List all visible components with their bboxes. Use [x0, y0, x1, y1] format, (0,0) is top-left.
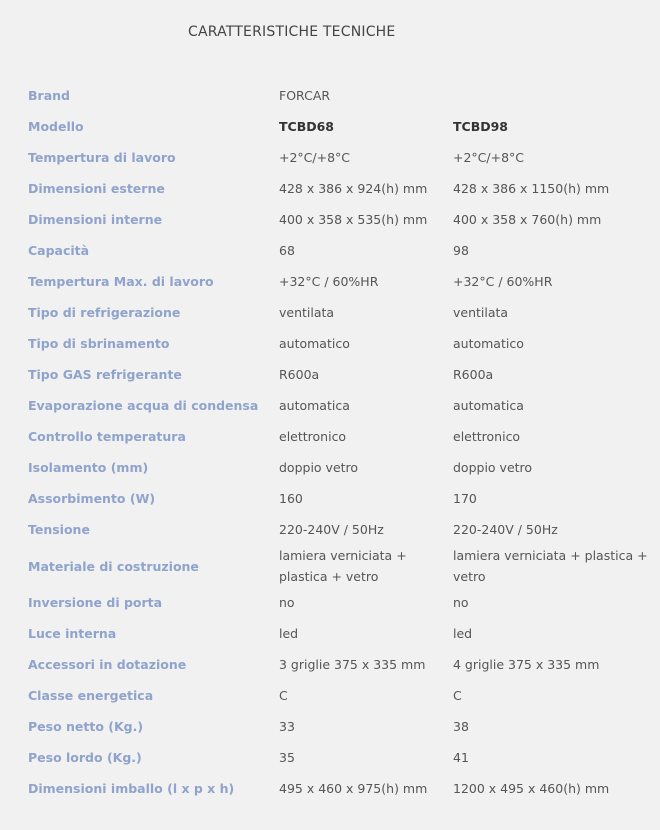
value-model-1: ventilata — [279, 305, 335, 320]
value-model-2: automatico — [453, 336, 524, 351]
row-label: Peso lordo (Kg.) — [28, 750, 142, 765]
value-model-1: led — [279, 626, 299, 641]
row-label: Capacità — [28, 243, 90, 258]
value-model-2: 170 — [453, 491, 477, 506]
value-model-2: lamiera verniciata + plastica + vetro — [453, 548, 648, 584]
table-row-dimensioni-esterne — [28, 173, 648, 204]
row-label: Isolamento (mm) — [28, 460, 149, 475]
value-model-2: 98 — [453, 243, 469, 258]
table-row-gas-refrigerante — [28, 359, 648, 390]
row-label: Accessori in dotazione — [28, 657, 187, 672]
value-model-2: ventilata — [453, 305, 509, 320]
value-model-2: 41 — [453, 750, 469, 765]
table-row-modello — [28, 111, 648, 142]
row-label: Classe energetica — [28, 688, 154, 703]
value-model-2: +2°C/+8°C — [453, 150, 525, 165]
table-row-refrigerazione — [28, 297, 648, 328]
row-label: Assorbimento (W) — [28, 491, 156, 506]
value-model-2 — [453, 80, 648, 111]
value-model-2: 400 x 358 x 760(h) mm — [453, 212, 602, 227]
row-label: Dimensioni esterne — [28, 181, 165, 196]
value-model-2: no — [453, 595, 469, 610]
row-label: Tipo di sbrinamento — [28, 336, 170, 351]
value-model-1: 428 x 386 x 924(h) mm — [279, 181, 428, 196]
value-model-2: elettronico — [453, 429, 521, 444]
table-row-assorbimento — [28, 483, 648, 514]
row-label: Evaporazione acqua di condensa — [28, 398, 259, 413]
row-label: Luce interna — [28, 626, 117, 641]
specs-table — [28, 80, 648, 804]
value-model-1: +32°C / 60%HR — [279, 274, 379, 289]
value-model-1: 400 x 358 x 535(h) mm — [279, 212, 428, 227]
value-model-1: doppio vetro — [279, 460, 359, 475]
value-model-1: C — [279, 688, 288, 703]
value-model-1: 33 — [279, 719, 295, 734]
table-row-capacita — [28, 235, 648, 266]
value-model-2: 428 x 386 x 1150(h) mm — [453, 181, 610, 196]
row-label: Inversione di porta — [28, 595, 163, 610]
value-model-1: elettronico — [279, 429, 347, 444]
value-model-2: 4 griglie 375 x 335 mm — [453, 657, 600, 672]
table-row-inversione-porta — [28, 587, 648, 618]
row-label: Brand — [28, 88, 70, 103]
table-row-temperatura-lavoro — [28, 142, 648, 173]
row-label: Tempertura Max. di lavoro — [28, 274, 214, 289]
value-model-1: automatico — [279, 336, 350, 351]
value-model-2: 38 — [453, 719, 469, 734]
row-label: Tipo di refrigerazione — [28, 305, 181, 320]
table-row-dimensioni-imballo — [28, 773, 648, 804]
table-row-temperatura-max — [28, 266, 648, 297]
value-model-2: automatica — [453, 398, 524, 413]
value-model-2: R600a — [453, 367, 494, 382]
value-model-1: lamiera verniciata + plastica + vetro — [279, 548, 407, 584]
value-model-1: 220-240V / 50Hz — [279, 522, 384, 537]
table-row-luce-interna — [28, 618, 648, 649]
value-model-1: R600a — [279, 367, 320, 382]
row-label: Dimensioni imballo (l x p x h) — [28, 781, 235, 796]
table-row-materiale — [28, 545, 648, 587]
row-label: Materiale di costruzione — [28, 558, 199, 574]
table-row-classe-energetica — [28, 680, 648, 711]
page-title: CARATTERISTICHE TECNICHE — [188, 24, 396, 40]
value-model-2: 1200 x 495 x 460(h) mm — [453, 781, 610, 796]
row-label: Controllo temperatura — [28, 429, 186, 444]
table-row-sbrinamento — [28, 328, 648, 359]
table-row-evaporazione — [28, 390, 648, 421]
value-model-2: C — [453, 688, 462, 703]
value-model-1: 35 — [279, 750, 295, 765]
model-name-1: TCBD68 — [279, 119, 334, 134]
value-model-1: 160 — [279, 491, 303, 506]
table-row-brand — [28, 80, 648, 111]
value-model-2: led — [453, 626, 473, 641]
table-row-dimensioni-interne — [28, 204, 648, 235]
model-name-2: TCBD98 — [453, 119, 508, 134]
value-model-1: no — [279, 595, 295, 610]
row-label: Modello — [28, 119, 84, 134]
value-model-1: +2°C/+8°C — [279, 150, 351, 165]
table-row-tensione — [28, 514, 648, 545]
value-model-2: 220-240V / 50Hz — [453, 522, 558, 537]
row-label: Dimensioni interne — [28, 212, 163, 227]
row-label: Peso netto (Kg.) — [28, 719, 144, 734]
value-model-2: +32°C / 60%HR — [453, 274, 553, 289]
table-row-peso-lordo — [28, 742, 648, 773]
value-model-1: 68 — [279, 243, 295, 258]
value-model-1: automatica — [279, 398, 350, 413]
value-model-1: 495 x 460 x 975(h) mm — [279, 781, 428, 796]
row-label: Tempertura di lavoro — [28, 150, 176, 165]
table-row-accessori — [28, 649, 648, 680]
table-row-controllo-temperatura — [28, 421, 648, 452]
value-model-2: doppio vetro — [453, 460, 533, 475]
table-row-peso-netto — [28, 711, 648, 742]
row-label: Tensione — [28, 522, 90, 537]
row-label: Tipo GAS refrigerante — [28, 367, 182, 382]
table-row-isolamento — [28, 452, 648, 483]
value-model-1: FORCAR — [279, 88, 331, 103]
value-model-1: 3 griglie 375 x 335 mm — [279, 657, 426, 672]
